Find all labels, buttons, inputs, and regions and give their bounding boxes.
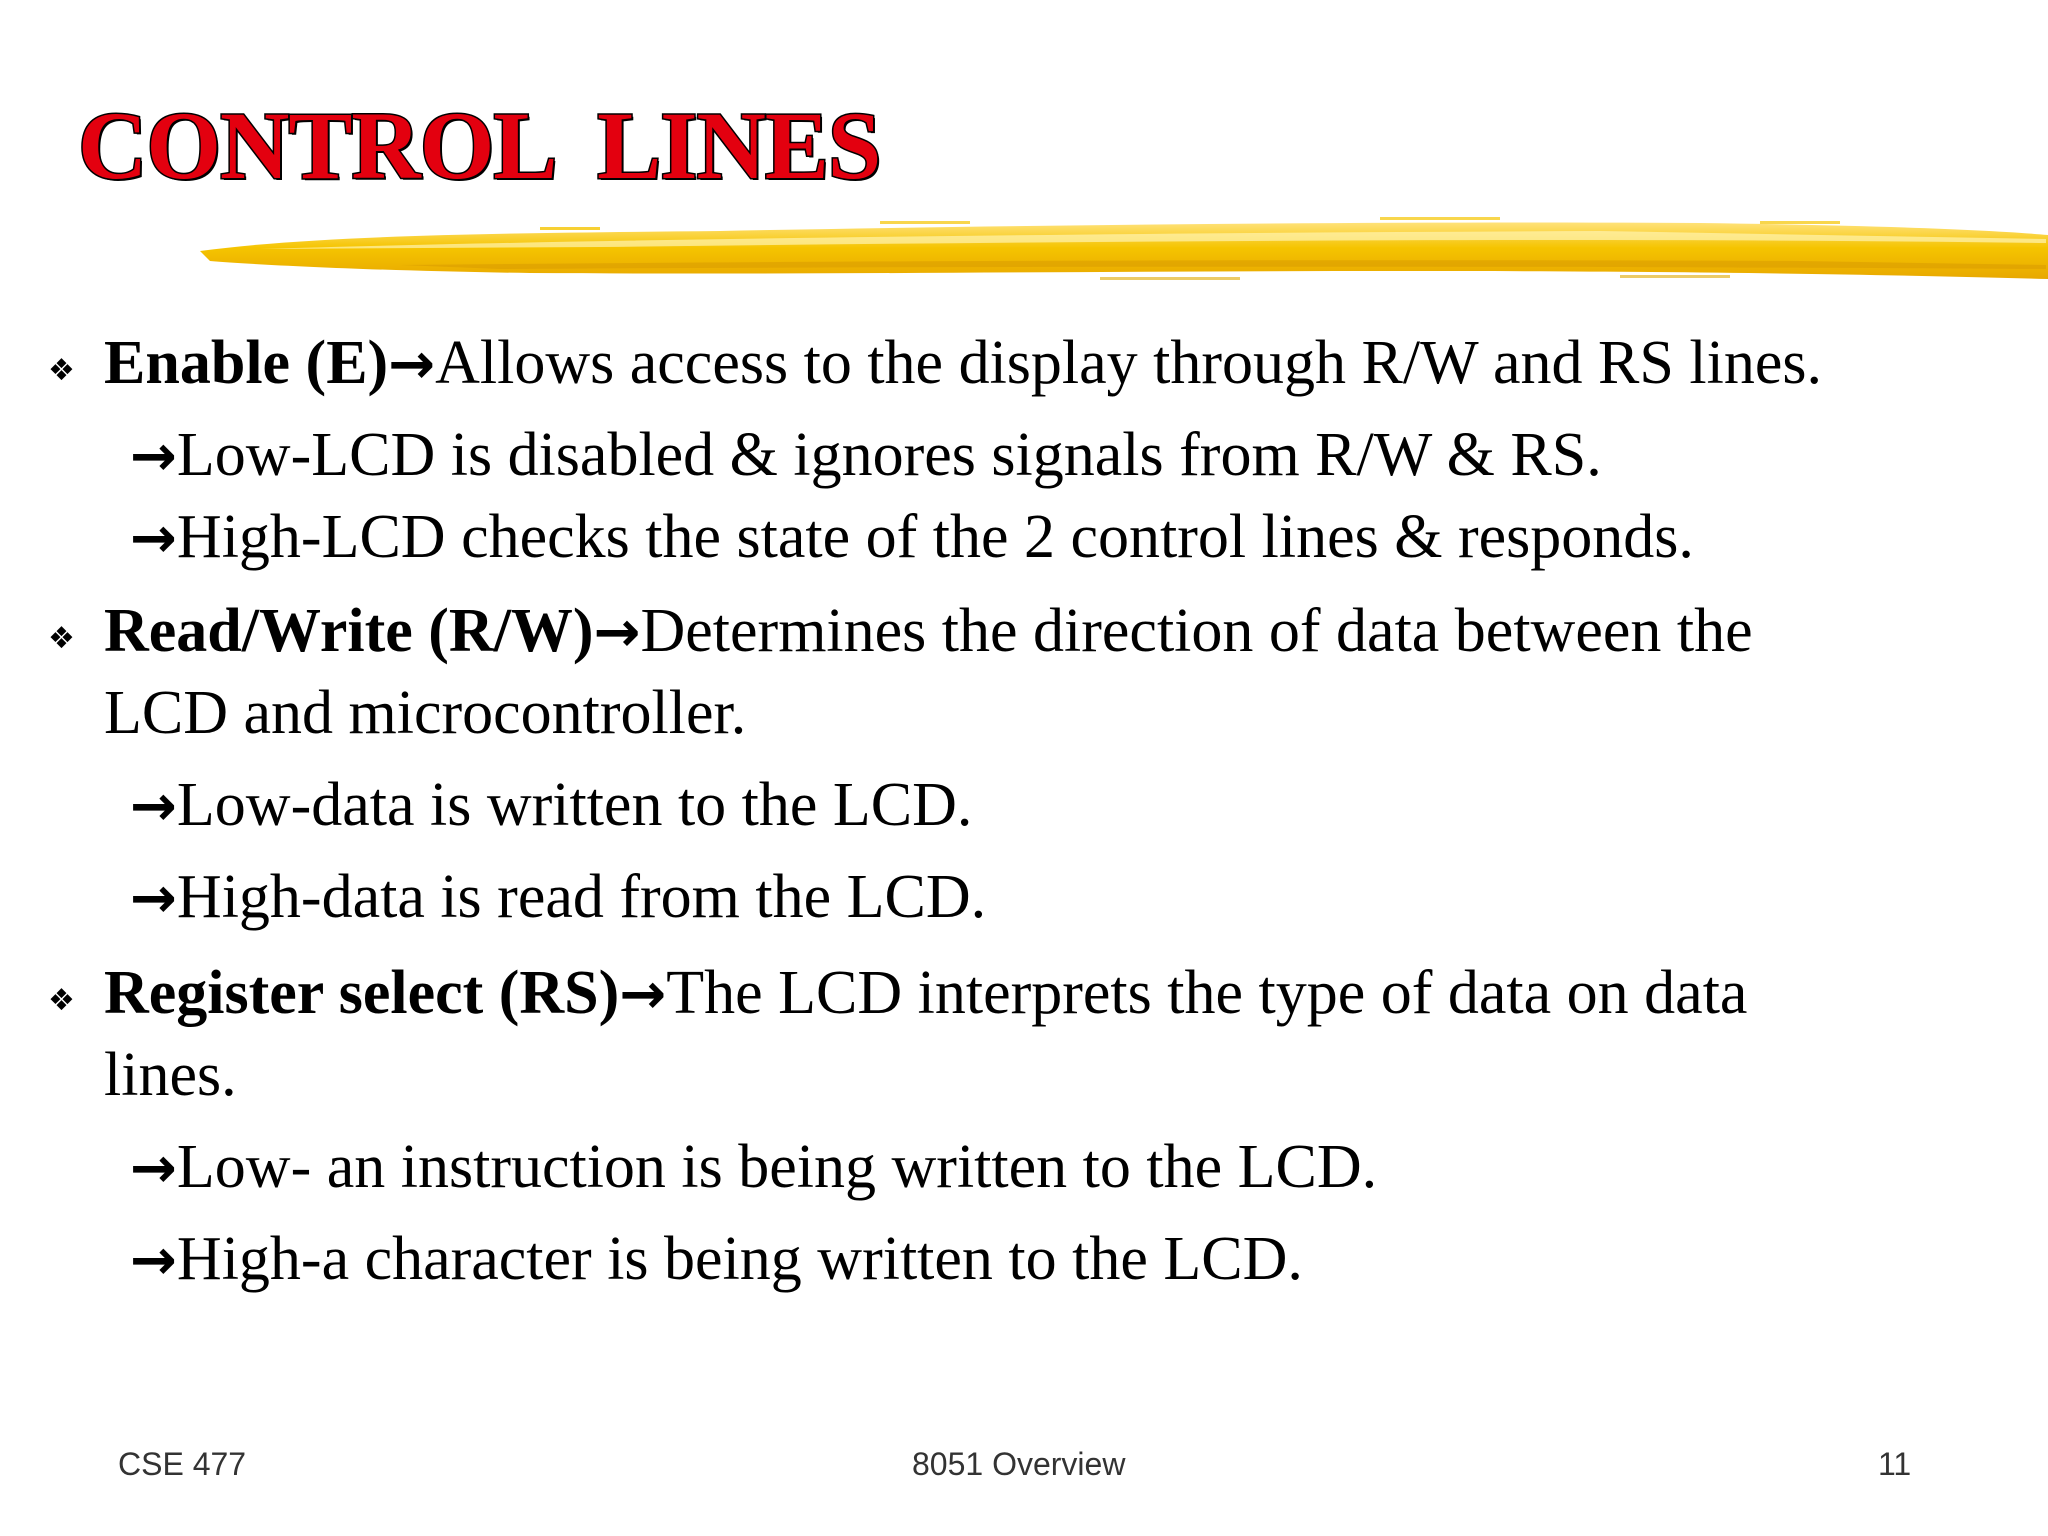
sub-item: [130, 1133, 1378, 1201]
diamond-bullet-icon: ❖: [48, 353, 75, 388]
bullet-item-enable: [104, 329, 1822, 397]
arrow-icon: →: [130, 1136, 177, 1201]
bullet-description-continued: LCD and microcontroller.: [104, 679, 747, 747]
bullet-term: Read/Write (R/W): [104, 597, 594, 665]
bullet-term: Register select (RS): [104, 959, 620, 1027]
diamond-bullet-icon: ❖: [48, 983, 75, 1018]
sub-item: [130, 1225, 1303, 1293]
sub-item-text: High-data is read from the LCD.: [176, 863, 987, 931]
sub-item: [130, 771, 973, 839]
bullet-term: Enable (E): [104, 329, 389, 397]
bullet-description-continued: lines.: [104, 1041, 237, 1109]
arrow-icon: →: [130, 424, 177, 489]
bullet-description: Determines the direction of data between the: [640, 597, 1753, 665]
arrow-icon: →: [130, 866, 177, 931]
footer-page-number: 11: [1878, 1446, 1912, 1482]
sub-item: [130, 863, 987, 931]
footer-topic: 8051 Overview: [912, 1446, 1126, 1482]
footer-course: CSE 477: [118, 1446, 247, 1482]
sub-item-text: High-a character is being written to the LCD.: [176, 1225, 1303, 1293]
arrow-icon: →: [619, 962, 667, 1027]
sub-item-text: Low- an instruction is being written to the LCD.: [176, 1133, 1378, 1201]
bullet-description: The LCD interprets the type of data on data: [666, 959, 1748, 1027]
bullet-item-register-select: [104, 959, 1748, 1027]
sub-item: [130, 421, 1602, 489]
bullet-item-read-write: [104, 597, 1753, 665]
diamond-bullet-icon: ❖: [48, 621, 75, 656]
arrow-icon: →: [130, 1228, 177, 1293]
arrow-icon: →: [388, 332, 436, 397]
sub-item: [130, 503, 1694, 571]
bullet-description: Allows access to the display through R/W and RS lines.: [435, 329, 1822, 397]
sub-item-text: High-LCD checks the state of the 2 control lines & responds.: [176, 503, 1694, 571]
sub-item-text: Low-LCD is disabled & ignores signals from R/W & RS.: [176, 421, 1602, 489]
arrow-icon: →: [130, 506, 177, 571]
slide-title: CONTROL LINES: [78, 92, 881, 199]
arrow-icon: →: [130, 774, 177, 839]
arrow-icon: →: [593, 600, 641, 665]
sub-item-text: Low-data is written to the LCD.: [176, 771, 973, 839]
